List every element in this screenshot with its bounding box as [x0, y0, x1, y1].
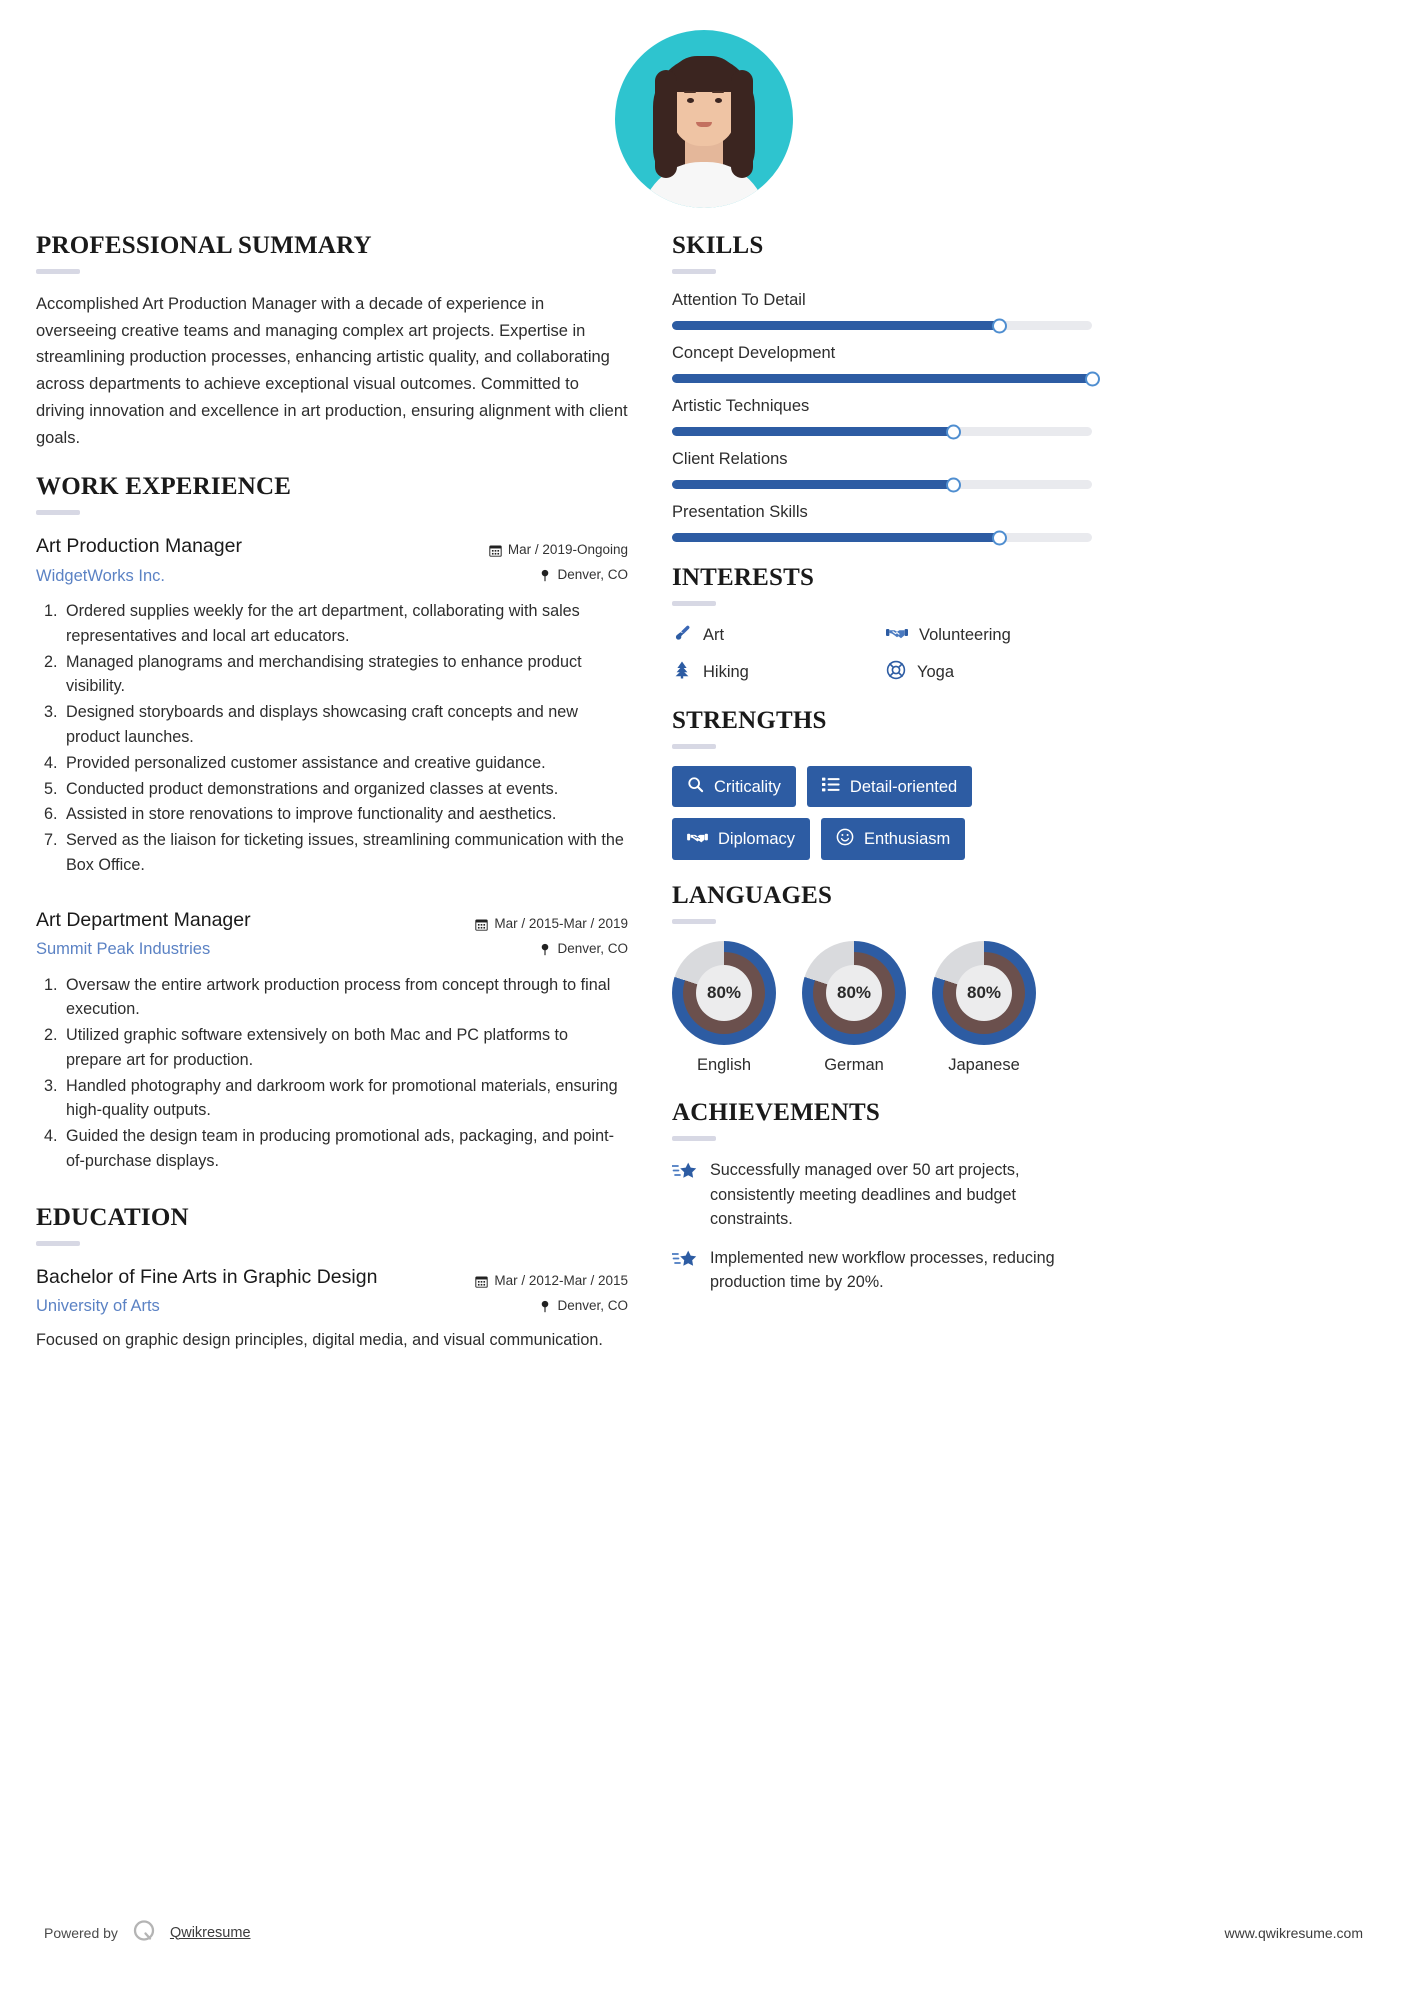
calendar-icon [475, 918, 488, 931]
section-title-work: WORK EXPERIENCE [36, 473, 292, 501]
job-date-line [475, 912, 628, 937]
avatar-eye-left [687, 98, 694, 103]
language-label: Japanese [948, 1056, 1020, 1075]
job-location: Denver, CO [557, 940, 628, 956]
shooting-star-icon [672, 1158, 698, 1231]
avatar-brow-left [684, 91, 696, 93]
section-title-strengths: STRENGTHS [672, 707, 827, 734]
calendar-icon [475, 1275, 488, 1288]
work-entry-meta [475, 906, 628, 962]
skill-track[interactable] [672, 321, 1092, 330]
skill-knob[interactable] [992, 530, 1007, 545]
achievement-item [672, 1158, 1092, 1231]
skill-item [672, 503, 1092, 542]
achievement-text: Successfully managed over 50 art projects, consistently meeting deadlines and budget constraints. [710, 1161, 1020, 1228]
education-location: Denver, CO [557, 1297, 628, 1313]
avatar-mouth [696, 122, 712, 127]
skill-item [672, 291, 1092, 330]
right-column [672, 232, 1092, 1361]
degree-title: Bachelor of Fine Arts in Graphic Design [36, 1265, 378, 1288]
language-percent: 80% [826, 965, 882, 1021]
job-bullet: 3. Designed storyboards and displays showcasing craft concepts and new product launches. [62, 700, 628, 750]
job-location: Denver, CO [557, 567, 628, 583]
section-education [36, 1204, 628, 1353]
interest-label: Art [703, 626, 725, 644]
skill-knob[interactable] [946, 424, 961, 439]
interests-grid [672, 623, 1092, 685]
job-bullet: 1. Ordered supplies weekly for the art department, collaborating with sales representatives and local art educators. [62, 599, 628, 649]
section-title-achievements: ACHIEVEMENTS [672, 1099, 880, 1127]
job-title: Art Production Manager [36, 535, 242, 558]
skill-item [672, 397, 1092, 436]
strength-badge-diplomacy[interactable] [672, 818, 810, 860]
language-percent: 80% [696, 965, 752, 1021]
job-bullet: 2. Utilized graphic software extensively on both Mac and PC platforms to prepare art for production. [62, 1023, 628, 1073]
language-percent: 80% [956, 965, 1012, 1021]
strength-badge-criticality[interactable] [672, 766, 796, 807]
section-professional-summary [36, 232, 628, 451]
skill-label: Client Relations [672, 450, 788, 468]
qwikresume-brand-link[interactable]: Qwikresume [169, 1924, 251, 1941]
language-donut [802, 941, 906, 1045]
language-label: English [696, 1056, 752, 1075]
work-entry-header [36, 532, 628, 589]
work-entry-titles [36, 532, 489, 589]
job-bullet: 2. Managed planograms and merchandising strategies to enhance product visibility. [62, 650, 628, 700]
left-column [36, 232, 628, 1361]
interest-item [886, 660, 1092, 685]
language-donut [672, 941, 776, 1045]
skill-item [672, 344, 1092, 383]
paintbrush-icon [672, 623, 692, 648]
section-skills [672, 232, 1092, 542]
section-title-summary: PROFESSIONAL SUMMARY [36, 232, 372, 259]
strength-badge-detail-oriented[interactable] [807, 766, 972, 807]
section-strengths [672, 707, 1092, 860]
handshake-icon [687, 829, 708, 850]
work-entry-titles [36, 906, 475, 963]
interest-item [672, 660, 878, 685]
avatar-hair-left [655, 70, 677, 178]
skill-label: Artistic Techniques [672, 397, 810, 415]
website-url: www.qwikresume.com [1224, 1924, 1363, 1941]
skill-track[interactable] [672, 533, 1092, 542]
resume-body [0, 232, 1407, 1361]
shooting-star-icon [672, 1246, 698, 1295]
evergreen-tree-icon [672, 660, 692, 685]
search-icon [687, 776, 704, 797]
avatar-brow-right [712, 91, 724, 93]
language-item [932, 941, 1036, 1075]
interest-item [886, 623, 1092, 648]
education-date: Mar / 2012-Mar / 2015 [494, 1272, 628, 1288]
skill-fill [672, 321, 1000, 330]
job-bullet: 1. Oversaw the entire artwork production process from concept through to final execution. [62, 973, 628, 1023]
interest-label: Volunteering [919, 626, 1011, 644]
powered-by-label: Powered by [44, 1924, 118, 1941]
skill-knob[interactable] [1085, 371, 1100, 386]
section-work-experience [36, 473, 628, 1173]
section-rule [36, 269, 80, 274]
map-pin-icon [539, 943, 551, 956]
education-entry-header [36, 1263, 628, 1320]
skill-knob[interactable] [946, 477, 961, 492]
job-bullet: 7. Served as the liaison for ticketing issues, streamlining communication with the Box Office. [62, 828, 628, 878]
job-date: Mar / 2019-Ongoing [507, 542, 628, 558]
work-entry [36, 906, 628, 1174]
education-description: Focused on graphic design principles, digital media, and visual communication. [36, 1330, 603, 1349]
interest-label: Yoga [917, 663, 955, 681]
education-date-line [475, 1269, 628, 1294]
language-donut [932, 941, 1036, 1045]
section-interests [672, 564, 1092, 685]
work-entry-meta [489, 532, 628, 588]
education-entry-titles [36, 1263, 475, 1320]
section-languages [672, 882, 1092, 1075]
job-date: Mar / 2015-Mar / 2019 [494, 915, 628, 931]
strengths-grid [672, 766, 1092, 860]
job-bullet: 5. Conducted product demonstrations and organized classes at events. [62, 777, 628, 802]
job-company[interactable]: WidgetWorks Inc. [36, 566, 165, 585]
section-achievements [672, 1099, 1092, 1294]
job-bullet: 6. Assisted in store renovations to improve functionality and aesthetics. [62, 802, 628, 827]
strength-label: Diplomacy [718, 830, 796, 849]
section-rule [672, 269, 716, 274]
avatar-hair-front [669, 56, 739, 92]
smiley-icon [836, 828, 854, 850]
footer [0, 1917, 1407, 1948]
skill-fill [672, 533, 1000, 542]
work-entry [36, 532, 628, 877]
education-entry-meta [475, 1263, 628, 1319]
section-title-languages: LANGUAGES [672, 882, 833, 910]
strength-label: Enthusiasm [864, 830, 951, 849]
job-title: Art Department Manager [36, 908, 251, 931]
section-title-interests: INTERESTS [672, 564, 815, 591]
language-label: German [824, 1056, 884, 1075]
job-bullet: 4. Guided the design team in producing promotional ads, packaging, and point-of-purchase displays. [62, 1124, 628, 1174]
list-icon [822, 776, 840, 797]
job-company[interactable]: Summit Peak Industries [36, 939, 211, 958]
skill-track[interactable] [672, 480, 1092, 489]
qwikresume-logo-icon [130, 1917, 158, 1948]
avatar [615, 30, 793, 208]
education-entry [36, 1263, 628, 1353]
job-bullet: 4. Provided personalized customer assistance and creative guidance. [62, 751, 628, 776]
section-rule [672, 601, 716, 606]
section-rule [36, 1241, 80, 1246]
interest-label: Hiking [703, 663, 749, 681]
education-location-line [475, 1294, 628, 1319]
job-date-line [489, 538, 628, 563]
achievement-item [672, 1246, 1092, 1295]
section-title-skills: SKILLS [672, 232, 764, 259]
skill-label: Concept Development [672, 344, 836, 362]
strength-label: Detail-oriented [849, 777, 958, 796]
lifebuoy-icon [886, 660, 906, 685]
powered-by-group [44, 1917, 251, 1948]
interest-item [672, 623, 878, 648]
skill-label: Presentation Skills [672, 503, 808, 521]
job-bullets [36, 599, 628, 878]
map-pin-icon [539, 569, 551, 582]
section-title-education: EDUCATION [36, 1203, 189, 1231]
summary-text: Accomplished Art Production Manager with a decade of experience in overseeing creative teams and managing complex art projects. Expertise in streamlining production processes, enhancing artistic quality, and collaborating across departments to achieve exceptional visual outcomes. Committed to driving innovation and excellence in art production, ensuring alignment with client goals. [36, 295, 628, 447]
achievement-text: Implemented new workflow processes, reducing production time by 20%. [710, 1249, 1055, 1292]
languages-grid [672, 941, 1092, 1075]
job-bullets [36, 973, 628, 1174]
skill-track[interactable] [672, 427, 1092, 436]
section-rule [672, 744, 716, 749]
resume-header [0, 0, 1407, 232]
job-location-line [489, 563, 628, 588]
skill-knob[interactable] [992, 318, 1007, 333]
handshake-icon [886, 623, 908, 648]
avatar-eye-right [715, 98, 722, 103]
map-pin-icon [539, 1300, 551, 1313]
school-name[interactable]: University of Arts [36, 1297, 160, 1316]
section-rule [36, 510, 80, 515]
skill-fill [672, 480, 953, 489]
work-entry-header [36, 906, 628, 963]
skill-track[interactable] [672, 374, 1092, 383]
calendar-icon [489, 544, 502, 557]
section-rule [672, 1136, 716, 1141]
job-bullet: 3. Handled photography and darkroom work for promotional materials, ensuring high-quality outputs. [62, 1074, 628, 1124]
strength-badge-enthusiasm[interactable] [821, 818, 965, 860]
job-location-line [475, 937, 628, 962]
language-item [802, 941, 906, 1075]
strength-label: Criticality [714, 777, 781, 796]
skill-item [672, 450, 1092, 489]
skill-label: Attention To Detail [672, 291, 806, 309]
skill-fill [672, 374, 1092, 383]
language-item [672, 941, 776, 1075]
section-rule [672, 919, 716, 924]
skill-fill [672, 427, 953, 436]
avatar-hair-right [731, 70, 753, 178]
